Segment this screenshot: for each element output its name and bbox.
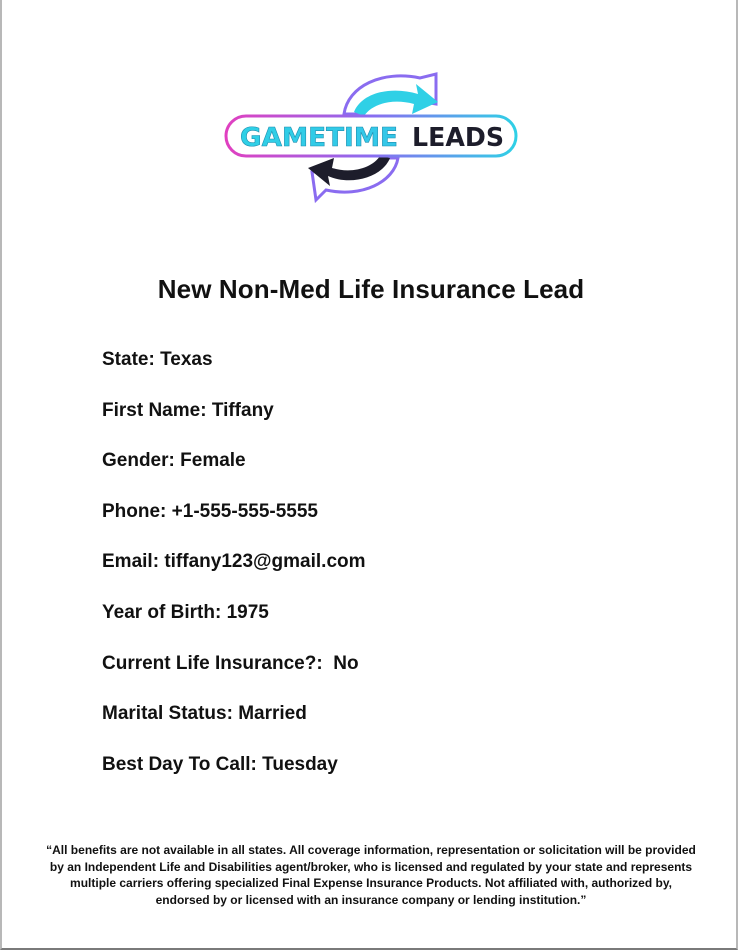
field-value: Tuesday [262,753,338,775]
field-current-life-insurance [102,652,662,703]
field-label: Email: [102,551,160,573]
disclaimer-text: “All benefits are not available in all states. All coverage information, representation or solicitation will be provided by an Independent Life and Disabilities agent/broker, who is licensed and regulated by your state and represents multiple carriers offering specialized Final Expense Insurance Products. Not affiliated with, authorized by, endorsed by or licensed with an insurance company or lending institution.” [46,843,696,907]
field-phone [102,500,662,551]
field-year-of-birth [102,601,662,652]
field-best-day-to-call [102,753,662,804]
field-value: Married [238,703,307,725]
field-label: Best Day To Call: [102,753,257,775]
field-label: Marital Status: [102,703,233,725]
field-value: Female [180,450,246,472]
field-label: Current Life Insurance?: [102,652,323,674]
lead-fields [102,348,662,803]
field-value: +1-555-555-5555 [171,500,318,522]
cyan-arrow [354,84,438,116]
field-value: 1975 [226,601,269,623]
logo-graphic [222,64,520,206]
field-label: First Name: [102,399,207,421]
field-gender [102,449,662,500]
field-label: Phone: [102,500,167,522]
logo-word-right: LEADS [412,123,504,153]
field-value: Texas [160,349,213,370]
field-value: No [327,652,359,674]
field-label: Gender: [102,450,175,472]
field-value: tiffany123@gmail.com [164,551,366,573]
field-marital-status [102,702,662,753]
gametime-leads-logo [222,64,520,206]
field-label: State: [102,349,155,370]
dark-arrow [308,156,390,186]
document-title: New Non-Med Life Insurance Lead [157,274,585,304]
field-label: Year of Birth: [102,601,222,623]
field-value: Tiffany [211,399,274,421]
field-state [102,348,662,399]
field-first-name [102,399,662,450]
field-email [102,550,662,601]
logo-word-left: GAMETIME [240,123,398,153]
